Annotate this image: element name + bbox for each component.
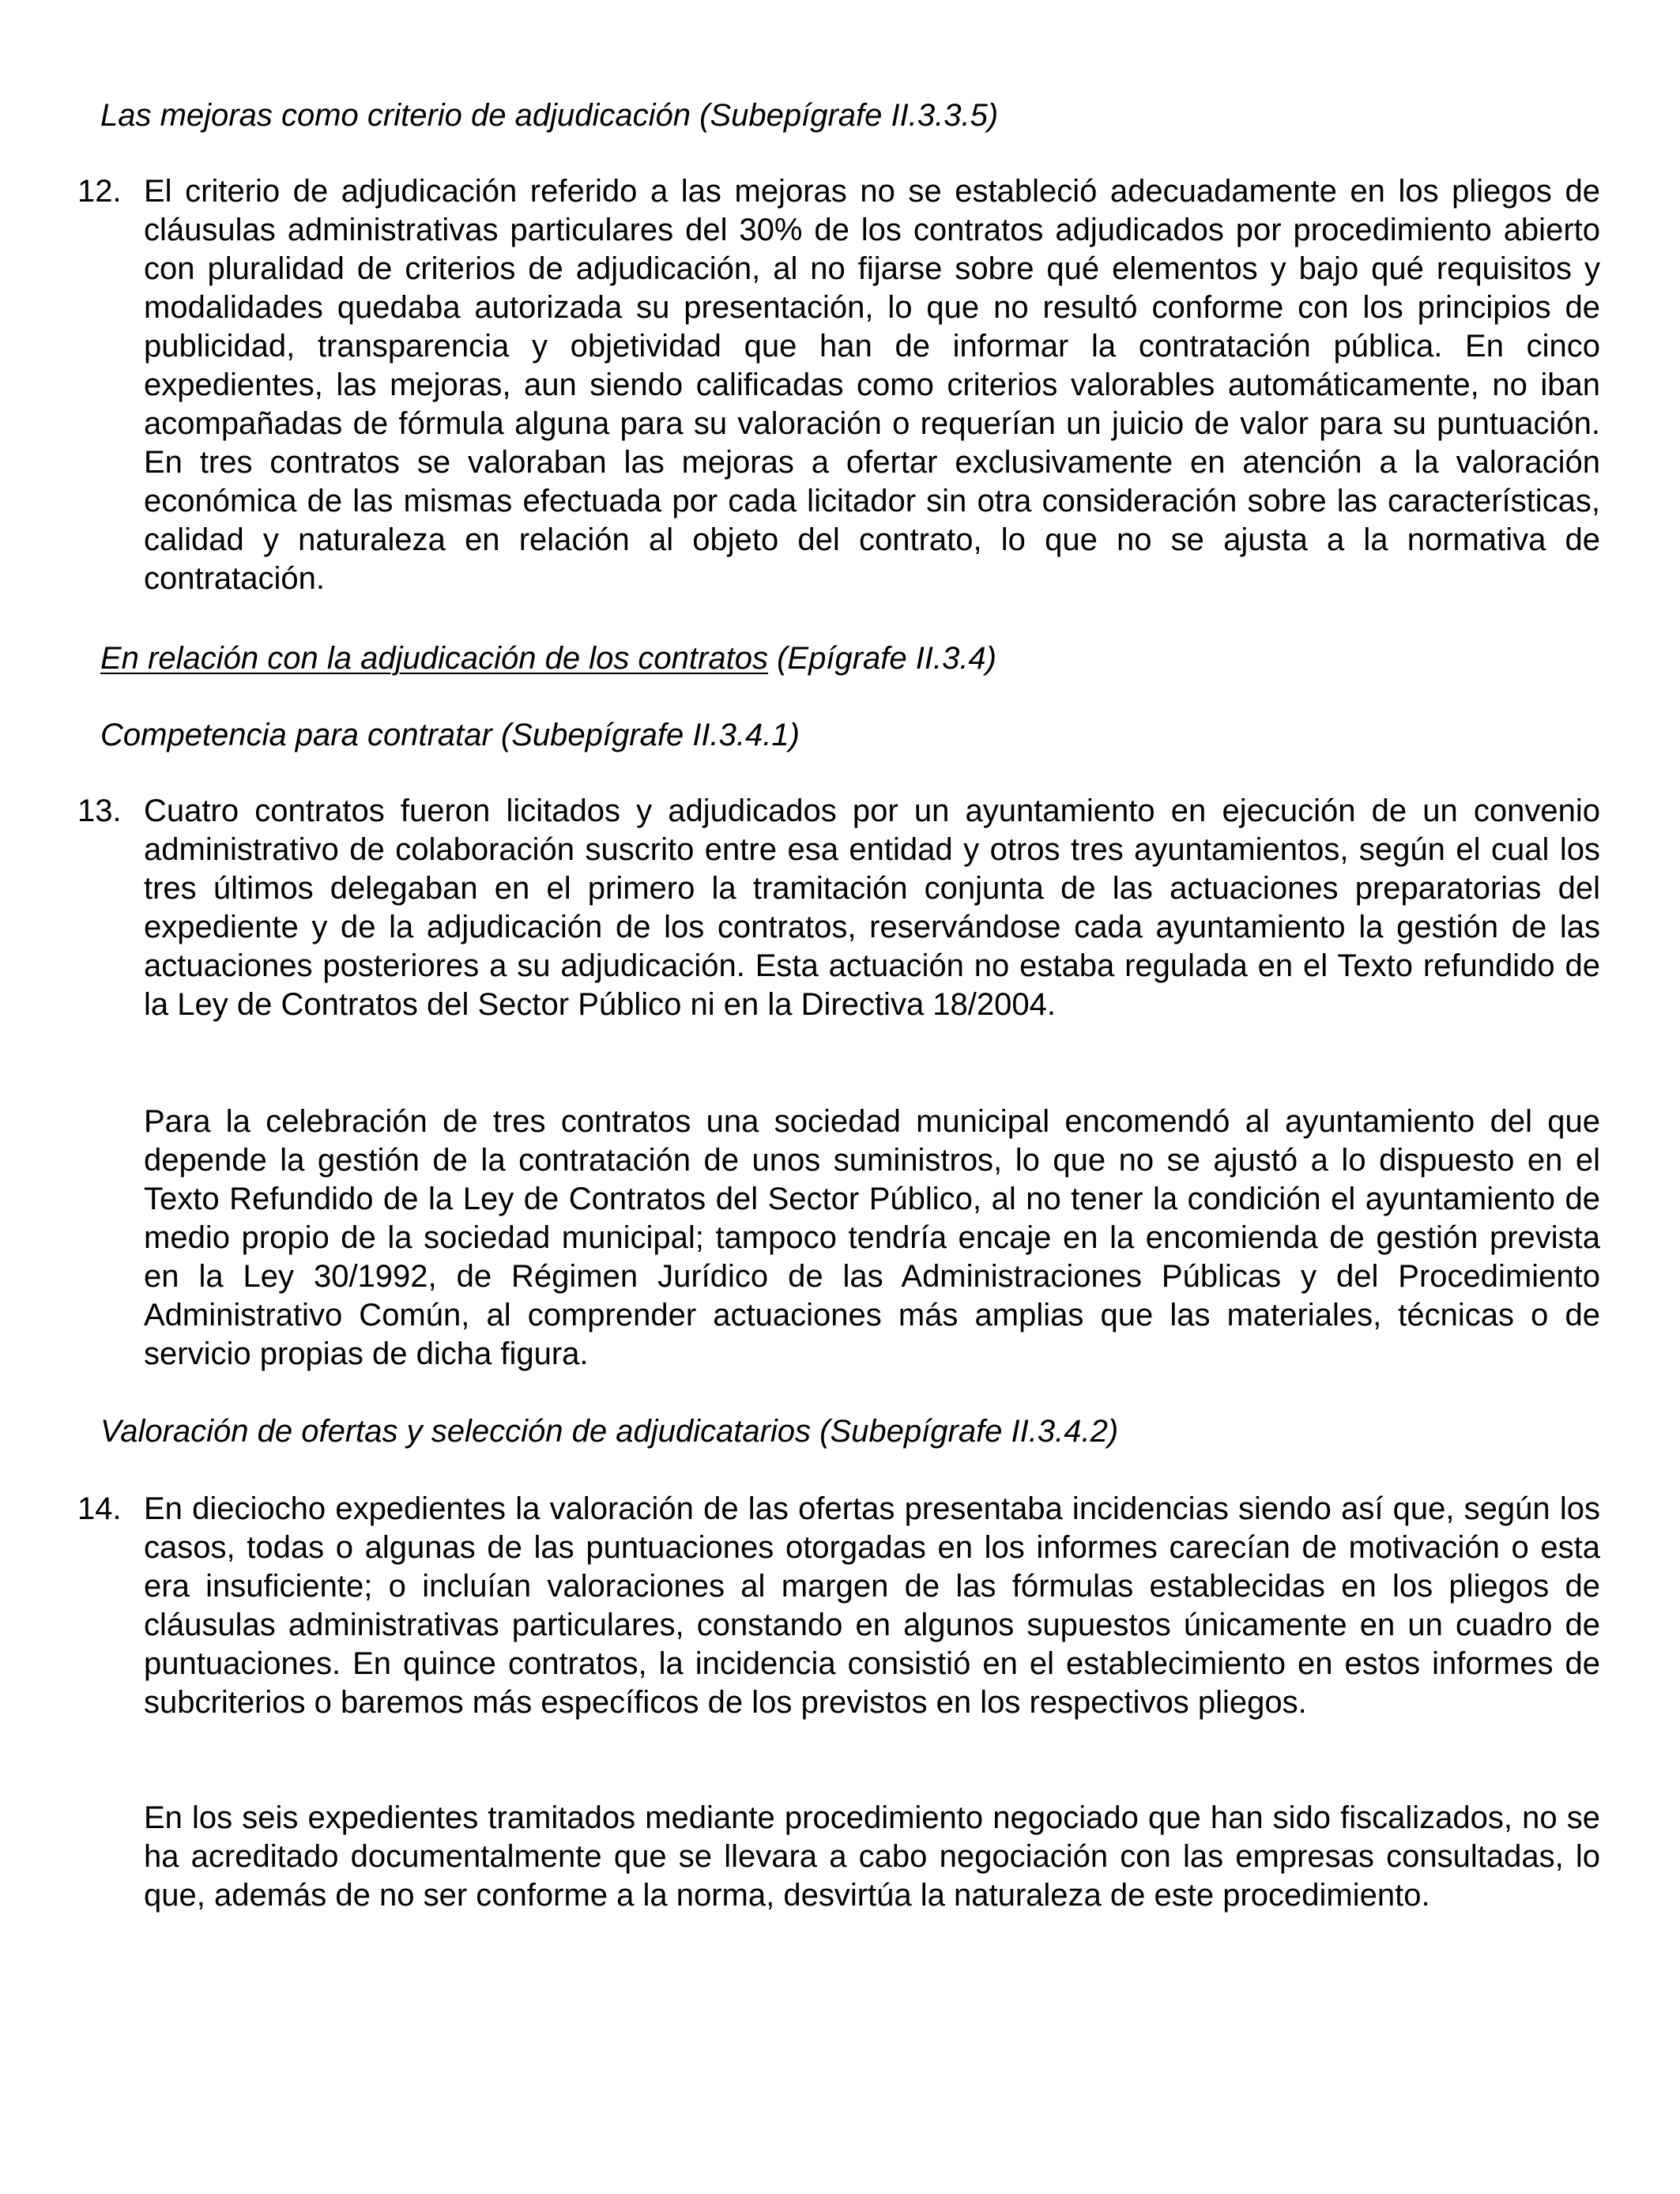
section-heading-competencia: Competencia para contratar (Subepígrafe II.3.4.1) [100,718,800,752]
paragraph-14-2: En los seis expedientes tramitados mediante procedimiento negociado que han sido fiscalizados, no se ha acreditado documentalmente que se llevara a cabo negociación con las empresas consultadas, lo que, además de no ser conforme a la norma, desvirtúa la naturaleza de este procedimiento. [144,1800,1600,1913]
section-heading-valoracion: Valoración de ofertas y selección de adjudicatarios (Subepígrafe II.3.4.2) [100,1414,1119,1449]
item-number-13: 13. [77,794,122,828]
paragraph-14-1: En dieciocho expedientes la valoración de las ofertas presentaba incidencias siendo así que, según los casos, todas o algunas de las puntuaciones otorgadas en los informes carecían de motivación o esta era insuficiente; o incluían valoraciones al margen de las fórmulas establecidas en los pliegos de cláusulas administrativas particulares, constando en algunos supuestos únicamente en un cuadro de puntuaciones. En quince contratos, la incidencia consistió en el establecimiento en estos informes de subcriterios o baremos más específicos de los previstos en los respectivos pliegos. [144,1491,1600,1720]
section-heading-adjudicacion-underlined: En relación con la adjudicación de los contratos [100,641,768,676]
paragraph-13-2: Para la celebración de tres contratos una sociedad municipal encomendó al ayuntamiento del que depende la gestión de la contratación de unos suministros, lo que no se ajustó a lo dispuesto en el Texto Refundido de la Ley de Contratos del Sector Público, al no tener la condición el ayuntamiento de medio propio de la sociedad municipal; tampoco tendría encaje en la encomienda de gestión prevista en la Ley 30/1992, de Régimen Jurídico de las Administraciones Públicas y del Procedimiento Administrativo Común, al comprender actuaciones más amplias que las materiales, técnicas o de servicio propias de dicha figura. [144,1104,1600,1371]
paragraph-12-1: El criterio de adjudicación referido a las mejoras no se estableció adecuadamente en los pliegos de cláusulas administrativas particulares del 30% de los contratos adjudicados por procedimiento abierto con pluralidad de criterios de adjudicación, al no fijarse sobre qué elementos y bajo qué requisitos y modalidades quedaba autorizada su presentación, lo que no resultó conforme con los principios de publicidad, transparencia y objetividad que han de informar la contratación pública. En cinco expedientes, las mejoras, aun siendo calificadas como criterios valorables automáticamente, no iban acompañadas de fórmula alguna para su valoración o requerían un juicio de valor para su puntuación. En tres contratos se valoraban las mejoras a ofertar exclusivamente en atención a la valoración económica de las mismas efectuada por cada licitador sin otra consideración sobre las características, calidad y naturaleza en relación al objeto del contrato, lo que no se ajusta a la normativa de contratación. [144,174,1600,596]
section-heading-mejoras: Las mejoras como criterio de adjudicación (Subepígrafe II.3.3.5) [100,98,999,133]
item-number-14: 14. [77,1491,122,1526]
section-heading-adjudicacion-ref: (Epígrafe II.3.4) [767,641,996,676]
paragraph-13-1: Cuatro contratos fueron licitados y adjudicados por un ayuntamiento en ejecución de un convenio administrativo de colaboración suscrito entre esa entidad y otros tres ayuntamientos, según el cual los tres últimos delegaban en el primero la tramitación conjunta de las actuaciones preparatorias del expediente y de la adjudicación de los contratos, reservándose cada ayuntamiento la gestión de las actuaciones posteriores a su adjudicación. Esta actuación no estaba regulada en el Texto refundido de la Ley de Contratos del Sector Público ni en la Directiva 18/2004. [144,794,1600,1022]
section-heading-adjudicacion [100,639,996,678]
item-number-12: 12. [77,174,122,209]
